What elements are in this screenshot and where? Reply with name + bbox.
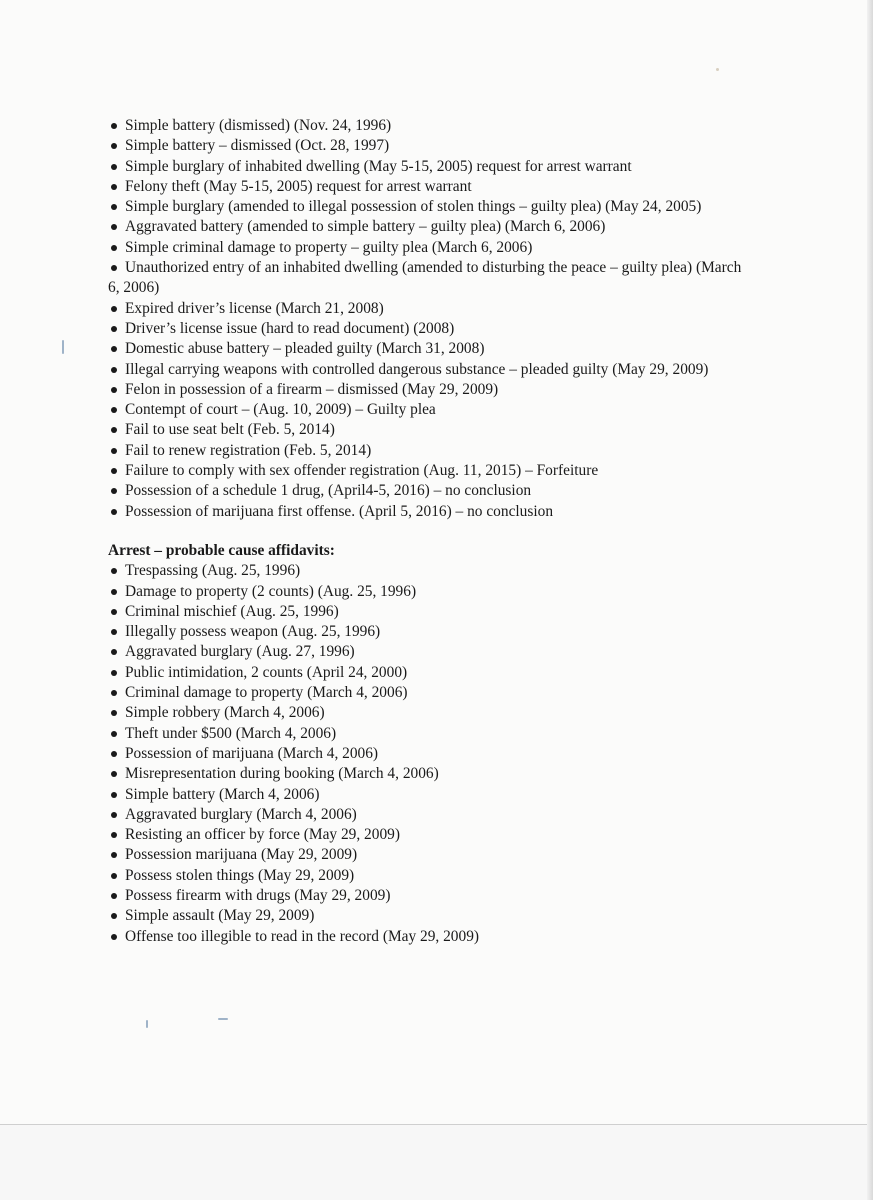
list-item-text: Possession of marijuana (March 4, 2006) bbox=[125, 744, 379, 762]
scan-speck bbox=[218, 1018, 228, 1020]
list-item-text: Misrepresentation during booking (March 4, 2006) bbox=[125, 765, 439, 783]
bullet-icon bbox=[111, 245, 117, 251]
bullet-icon bbox=[111, 771, 117, 777]
bullet-icon bbox=[111, 204, 117, 210]
bullet-icon bbox=[111, 427, 117, 433]
bullet-icon bbox=[111, 509, 117, 515]
list-item-text: Simple robbery (March 4, 2006) bbox=[125, 704, 325, 722]
list-item-text: Possession marijuana (May 29, 2009) bbox=[125, 846, 358, 864]
list-item-text: Possess firearm with drugs (May 29, 2009) bbox=[125, 886, 391, 904]
list-item bbox=[108, 502, 808, 522]
bullet-icon bbox=[111, 407, 117, 413]
list-item bbox=[108, 177, 808, 197]
list-item-text: Simple assault (May 29, 2009) bbox=[125, 907, 315, 925]
list-item-text: Expired driver’s license (March 21, 2008) bbox=[125, 299, 384, 317]
bullet-icon bbox=[111, 387, 117, 393]
list-item bbox=[108, 157, 808, 177]
list-item-text: Criminal damage to property (March 4, 2006) bbox=[125, 684, 408, 702]
bullet-icon bbox=[111, 326, 117, 332]
list-item bbox=[108, 217, 808, 237]
bullet-icon bbox=[111, 184, 117, 190]
list-item-text: Aggravated burglary (March 4, 2006) bbox=[125, 805, 357, 823]
list-item bbox=[108, 441, 808, 461]
list-item-text: Unauthorized entry of an inhabited dwelling (amended to disturbing the peace – guilty plea) (March 6, 2006) bbox=[108, 259, 742, 297]
list-item bbox=[108, 825, 808, 845]
list-item-text: Driver’s license issue (hard to read document) (2008) bbox=[125, 319, 455, 337]
list-item bbox=[108, 461, 808, 481]
list-item bbox=[108, 197, 808, 217]
list-item bbox=[108, 785, 808, 805]
list-item-text: Aggravated burglary (Aug. 27, 1996) bbox=[125, 643, 355, 661]
list-item bbox=[108, 744, 808, 764]
charges-list bbox=[108, 116, 808, 522]
bullet-icon bbox=[111, 934, 117, 940]
list-item-text: Resisting an officer by force (May 29, 2009) bbox=[125, 826, 400, 844]
bullet-icon bbox=[111, 751, 117, 757]
document-body bbox=[108, 116, 808, 947]
list-item-text: Possession of a schedule 1 drug, (April4-5, 2016) – no conclusion bbox=[125, 482, 532, 500]
list-item-text: Possess stolen things (May 29, 2009) bbox=[125, 866, 355, 884]
list-item-text: Trespassing (Aug. 25, 1996) bbox=[125, 562, 301, 580]
list-item-text: Felony theft (May 5-15, 2005) request for arrest warrant bbox=[125, 177, 472, 195]
bullet-icon bbox=[111, 143, 117, 149]
list-item-text: Damage to property (2 counts) (Aug. 25, 1996) bbox=[125, 582, 417, 600]
list-item-text: Simple battery (dismissed) (Nov. 24, 1996) bbox=[125, 117, 392, 134]
bullet-icon bbox=[111, 812, 117, 818]
arrest-list bbox=[108, 561, 808, 947]
scan-speck bbox=[716, 68, 719, 71]
list-item bbox=[108, 400, 808, 420]
bullet-icon bbox=[111, 224, 117, 230]
bullet-icon bbox=[111, 589, 117, 595]
bullet-icon bbox=[111, 832, 117, 838]
bullet-icon bbox=[111, 893, 117, 899]
list-item bbox=[108, 866, 808, 886]
list-item-text: Contempt of court – (Aug. 10, 2009) – Guilty plea bbox=[125, 401, 436, 419]
list-item bbox=[108, 622, 808, 642]
list-item-text: Offense too illegible to read in the record (May 29, 2009) bbox=[125, 927, 480, 945]
list-item-text: Fail to use seat belt (Feb. 5, 2014) bbox=[125, 421, 335, 439]
list-item bbox=[108, 258, 748, 299]
list-item bbox=[108, 420, 808, 440]
list-item-text: Public intimidation, 2 counts (April 24, 2000) bbox=[125, 663, 408, 681]
list-item-text: Simple burglary (amended to illegal possession of stolen things – guilty plea) (May 24, 2005) bbox=[125, 198, 702, 216]
list-item bbox=[108, 927, 808, 947]
list-item bbox=[108, 886, 808, 906]
scan-speck bbox=[146, 1020, 148, 1028]
scan-speck bbox=[62, 340, 64, 354]
bullet-icon bbox=[111, 164, 117, 170]
bullet-icon bbox=[111, 792, 117, 798]
bullet-icon bbox=[111, 265, 117, 271]
bullet-icon bbox=[111, 873, 117, 879]
bullet-icon bbox=[111, 488, 117, 494]
list-item bbox=[108, 683, 808, 703]
bullet-icon bbox=[111, 468, 117, 474]
list-item-text: Domestic abuse battery – pleaded guilty (March 31, 2008) bbox=[125, 340, 485, 358]
bullet-icon bbox=[111, 629, 117, 635]
list-item bbox=[108, 238, 808, 258]
bullet-icon bbox=[111, 649, 117, 655]
list-item bbox=[108, 116, 808, 136]
bullet-icon bbox=[111, 568, 117, 574]
list-item-text: Fail to renew registration (Feb. 5, 2014) bbox=[125, 441, 372, 459]
list-item bbox=[108, 561, 808, 581]
list-item bbox=[108, 481, 808, 501]
list-item bbox=[108, 663, 808, 683]
list-item bbox=[108, 845, 808, 865]
list-item bbox=[108, 602, 808, 622]
list-item-text: Theft under $500 (March 4, 2006) bbox=[125, 724, 337, 742]
bullet-icon bbox=[111, 690, 117, 696]
list-item bbox=[108, 642, 808, 662]
list-item bbox=[108, 319, 808, 339]
list-item-text: Failure to comply with sex offender registration (Aug. 11, 2015) – Forfeiture bbox=[125, 462, 599, 480]
bullet-icon bbox=[111, 913, 117, 919]
list-item-text: Simple battery (March 4, 2006) bbox=[125, 785, 320, 803]
list-item bbox=[108, 764, 808, 784]
list-item-text: Simple battery – dismissed (Oct. 28, 1997) bbox=[125, 137, 390, 155]
bullet-icon bbox=[111, 448, 117, 454]
list-item bbox=[108, 582, 808, 602]
list-item bbox=[108, 339, 808, 359]
list-item bbox=[108, 724, 808, 744]
list-item bbox=[108, 805, 808, 825]
bullet-icon bbox=[111, 346, 117, 352]
list-item bbox=[108, 136, 808, 156]
list-item-text: Simple burglary of inhabited dwelling (May 5-15, 2005) request for arrest warrant bbox=[125, 157, 632, 175]
list-item bbox=[108, 703, 808, 723]
bullet-icon bbox=[111, 852, 117, 858]
bullet-icon bbox=[111, 367, 117, 373]
list-item-text: Illegal carrying weapons with controlled dangerous substance – pleaded guilty (May 29, 2009) bbox=[125, 360, 709, 378]
list-item-text: Criminal mischief (Aug. 25, 1996) bbox=[125, 602, 339, 620]
list-item-text: Possession of marijuana first offense. (April 5, 2016) – no conclusion bbox=[125, 502, 554, 520]
bullet-icon bbox=[111, 710, 117, 716]
bullet-icon bbox=[111, 670, 117, 676]
list-item-text: Illegally possess weapon (Aug. 25, 1996) bbox=[125, 623, 381, 641]
list-item-text: Aggravated battery (amended to simple battery – guilty plea) (March 6, 2006) bbox=[125, 218, 606, 236]
bullet-icon bbox=[111, 123, 117, 129]
list-item-text: Simple criminal damage to property – guilty plea (March 6, 2006) bbox=[125, 238, 533, 256]
list-item bbox=[108, 360, 808, 380]
bullet-icon bbox=[111, 609, 117, 615]
arrest-section-title: Arrest – probable cause affidavits: bbox=[108, 541, 335, 559]
list-item bbox=[108, 906, 808, 926]
scan-bottom-margin bbox=[0, 1125, 873, 1200]
bullet-icon bbox=[111, 731, 117, 737]
bullet-icon bbox=[111, 306, 117, 312]
list-item bbox=[108, 380, 808, 400]
scan-right-edge bbox=[867, 0, 873, 1200]
list-item bbox=[108, 299, 808, 319]
list-item-text: Felon in possession of a firearm – dismissed (May 29, 2009) bbox=[125, 380, 499, 398]
